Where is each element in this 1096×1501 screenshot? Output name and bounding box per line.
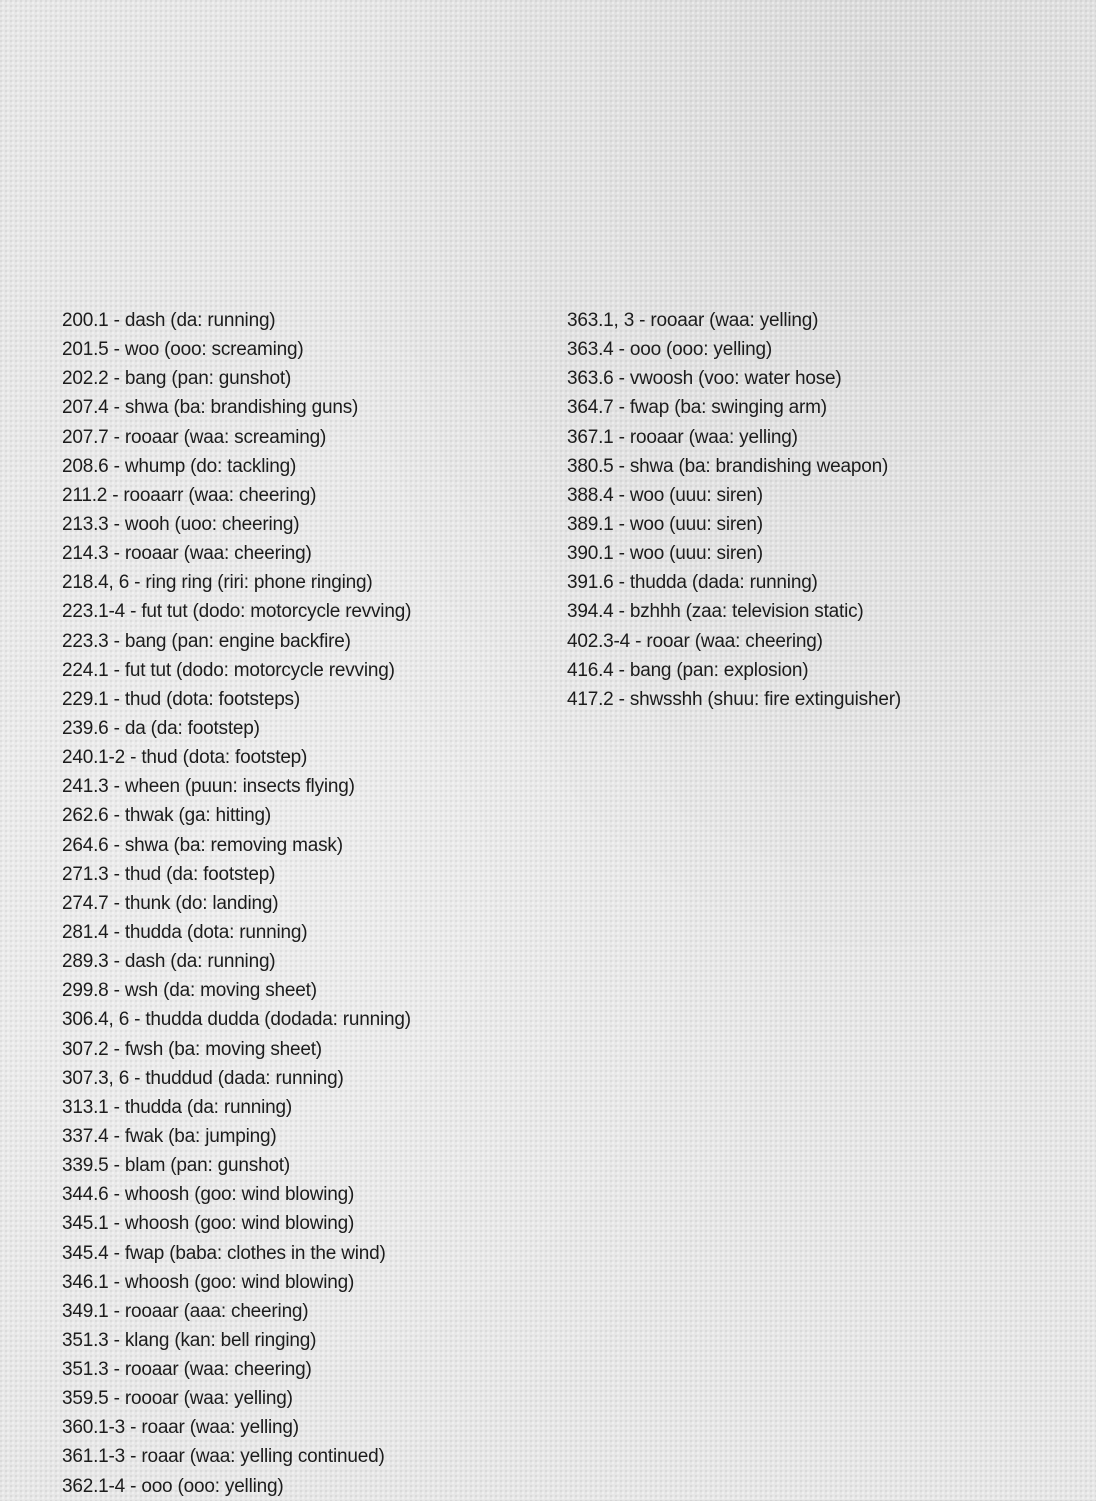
list-item: 362.1-4 - ooo (ooo: yelling) [62, 1475, 284, 1497]
list-item: 351.3 - klang (kan: bell ringing) [62, 1329, 317, 1351]
list-item: 388.4 - woo (uuu: siren) [567, 484, 763, 506]
list-item: 264.6 - shwa (ba: removing mask) [62, 834, 343, 856]
list-item: 349.1 - rooaar (aaa: cheering) [62, 1300, 309, 1322]
list-item: 224.1 - fut tut (dodo: motorcycle revving) [62, 659, 395, 681]
list-item: 201.5 - woo (ooo: screaming) [62, 339, 304, 361]
list-item: 337.4 - fwak (ba: jumping) [62, 1125, 277, 1147]
list-item: 207.7 - rooaar (waa: screaming) [62, 426, 327, 448]
sound-effects-list-left [62, 306, 542, 1501]
list-item: 391.6 - thudda (dada: running) [567, 572, 818, 594]
list-item: 417.2 - shwsshh (shuu: fire extinguisher) [567, 688, 901, 710]
list-item: 274.7 - thunk (do: landing) [62, 892, 279, 914]
list-item: 380.5 - shwa (ba: brandishing weapon) [567, 455, 889, 477]
list-item: 239.6 - da (da: footstep) [62, 717, 260, 739]
list-item: 363.1, 3 - rooaar (waa: yelling) [567, 310, 819, 331]
list-item: 361.1-3 - roaar (waa: yelling continued) [62, 1446, 385, 1468]
list-item: 339.5 - blam (pan: gunshot) [62, 1155, 291, 1177]
list-item: 289.3 - dash (da: running) [62, 951, 276, 973]
list-item: 207.4 - shwa (ba: brandishing guns) [62, 397, 359, 419]
list-item: 359.5 - roooar (waa: yelling) [62, 1388, 293, 1410]
list-item: 241.3 - wheen (puun: insects flying) [62, 776, 355, 798]
list-item: 200.1 - dash (da: running) [62, 310, 276, 331]
list-item: 394.4 - bzhhh (zaa: television static) [567, 601, 864, 623]
list-item: 211.2 - rooaarr (waa: cheering) [62, 484, 317, 506]
list-item: 313.1 - thudda (da: running) [62, 1096, 292, 1118]
list-item: 363.6 - vwoosh (voo: water hose) [567, 368, 842, 390]
list-item: 345.4 - fwap (baba: clothes in the wind) [62, 1242, 386, 1264]
list-item: 363.4 - ooo (ooo: yelling) [567, 339, 772, 361]
list-item: 345.1 - whoosh (goo: wind blowing) [62, 1213, 355, 1235]
list-item: 344.6 - whoosh (goo: wind blowing) [62, 1184, 355, 1206]
list-item: 346.1 - whoosh (goo: wind blowing) [62, 1271, 355, 1293]
list-item: 360.1-3 - roaar (waa: yelling) [62, 1417, 299, 1439]
sound-effects-list-right [567, 306, 1067, 714]
list-item: 218.4, 6 - ring ring (riri: phone ringing) [62, 572, 373, 594]
list-item: 223.1-4 - fut tut (dodo: motorcycle revving) [62, 601, 412, 623]
list-item: 364.7 - fwap (ba: swinging arm) [567, 397, 827, 419]
list-item: 389.1 - woo (uuu: siren) [567, 513, 763, 535]
list-item: 299.8 - wsh (da: moving sheet) [62, 980, 317, 1002]
list-item: 214.3 - rooaar (waa: cheering) [62, 543, 312, 565]
list-item: 262.6 - thwak (ga: hitting) [62, 805, 271, 827]
list-item: 390.1 - woo (uuu: siren) [567, 543, 763, 565]
list-item: 306.4, 6 - thudda dudda (dodada: running) [62, 1009, 411, 1031]
list-item: 307.3, 6 - thuddud (dada: running) [62, 1067, 344, 1089]
list-item: 240.1-2 - thud (dota: footstep) [62, 747, 308, 769]
list-item: 307.2 - fwsh (ba: moving sheet) [62, 1038, 322, 1060]
list-item: 367.1 - rooaar (waa: yelling) [567, 426, 798, 448]
list-item: 223.3 - bang (pan: engine backfire) [62, 630, 351, 652]
list-item: 351.3 - rooaar (waa: cheering) [62, 1359, 312, 1381]
list-item: 213.3 - wooh (uoo: cheering) [62, 513, 300, 535]
list-item: 281.4 - thudda (dota: running) [62, 921, 308, 943]
list-item: 208.6 - whump (do: tackling) [62, 455, 297, 477]
list-item: 271.3 - thud (da: footstep) [62, 863, 276, 885]
list-item: 402.3-4 - rooar (waa: cheering) [567, 630, 823, 652]
list-item: 229.1 - thud (dota: footsteps) [62, 688, 300, 710]
list-item: 416.4 - bang (pan: explosion) [567, 659, 809, 681]
list-item: 202.2 - bang (pan: gunshot) [62, 368, 292, 390]
